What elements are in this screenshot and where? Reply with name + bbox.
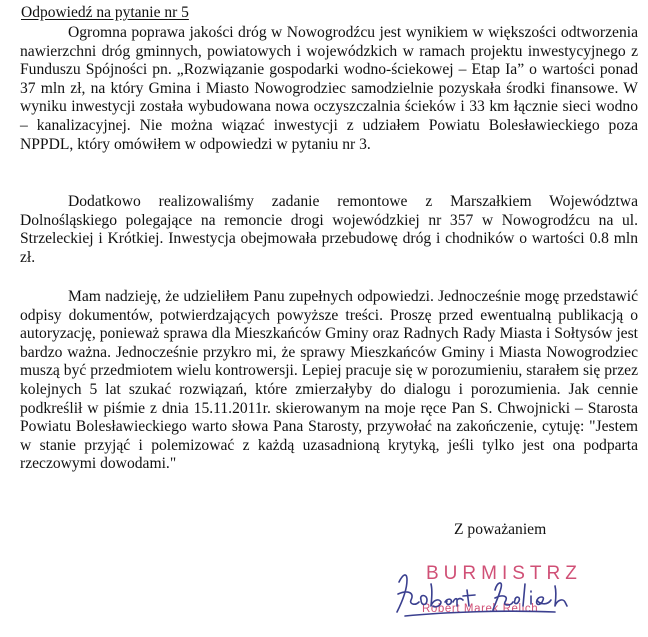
handwritten-signature — [385, 560, 595, 626]
answer-paragraph-3: Mam nadzieję, że udzieliłem Panu zupełnych odpowiedzi. Jednocześnie mogę przedstawić odpisy dokumentów, potwierdzających powyższe treści. Proszę przed ewentualną publikacją o autoryzację, ponieważ sprawa dla Mieszkańców Gminy oraz Radnych Rady Miasta i Sołtysów jest bardzo ważna. Jednocześnie przykro mi, że sprawy Mieszkańców Gminy i Miasta Nowogrodziec muszą być przedmiotem wielu kontrowersji. Lepiej pracuje się w porozumieniu, starałem się przez kolejnych 5 lat szukać rozwiązań, które zmierzałyby do dialogu i porozumienia. Jak cennie podkreślił w piśmie z dnia 15.11.2011r. skierowanym na moje ręce Pan S. Chwojnicki – Starosta Powiatu Bolesławieckiego warto słowa Pana Starosty, przywołać na zakończenie, cytuję: "Jestem w stanie przyjąć i polemizować z każdą uzasadnioną krytyką, jeśli tylko jest ona podparta rzeczowymi dowodami." — [20, 288, 638, 473]
answer-paragraph-2: Dodatkowo realizowaliśmy zadanie remontowe z Marszałkiem Województwa Dolnośląskiego polegające na remoncie drogi wojewódzkiej nr 357 w Nowogrodźcu na ul. Strzeleckiej i Krótkiej. Inwestycja obejmowała przebudowę dróg i chodników o wartości 0.8 mln zł. — [20, 193, 638, 266]
question-heading: Odpowiedź na pytanie nr 5 — [21, 4, 189, 21]
closing-salutation: Z poważaniem — [454, 521, 547, 538]
stamp-name: Robert Marek Relich — [422, 603, 539, 615]
stamp-title: BURMISTRZ — [426, 563, 582, 584]
answer-paragraph-1: Ogromna poprawa jakości dróg w Nowogrodźcu jest wynikiem w większości odtworzenia nawierzchni dróg gminnych, powiatowych i wojewódzkich w ramach projektu inwestycyjnego z Funduszu Spójności pn. „Rozwiązanie gospodarki wodno-ściekowej – Etap Ia” o wartości ponad 37 mln zł, na który Gmina i Miasto Nowogrodziec samodzielnie pozyskała środki finansowe. W wyniku inwestycji została wybudowana nowa oczyszczalnia ścieków i 33 km łącznie sieci wodno – kanalizacyjnej. Nie można wiązać inwestycji z udziałem Powiatu Bolesławieckiego poza NPPDL, który omówiłem w odpowiedzi w pytaniu nr 3. — [20, 24, 638, 153]
